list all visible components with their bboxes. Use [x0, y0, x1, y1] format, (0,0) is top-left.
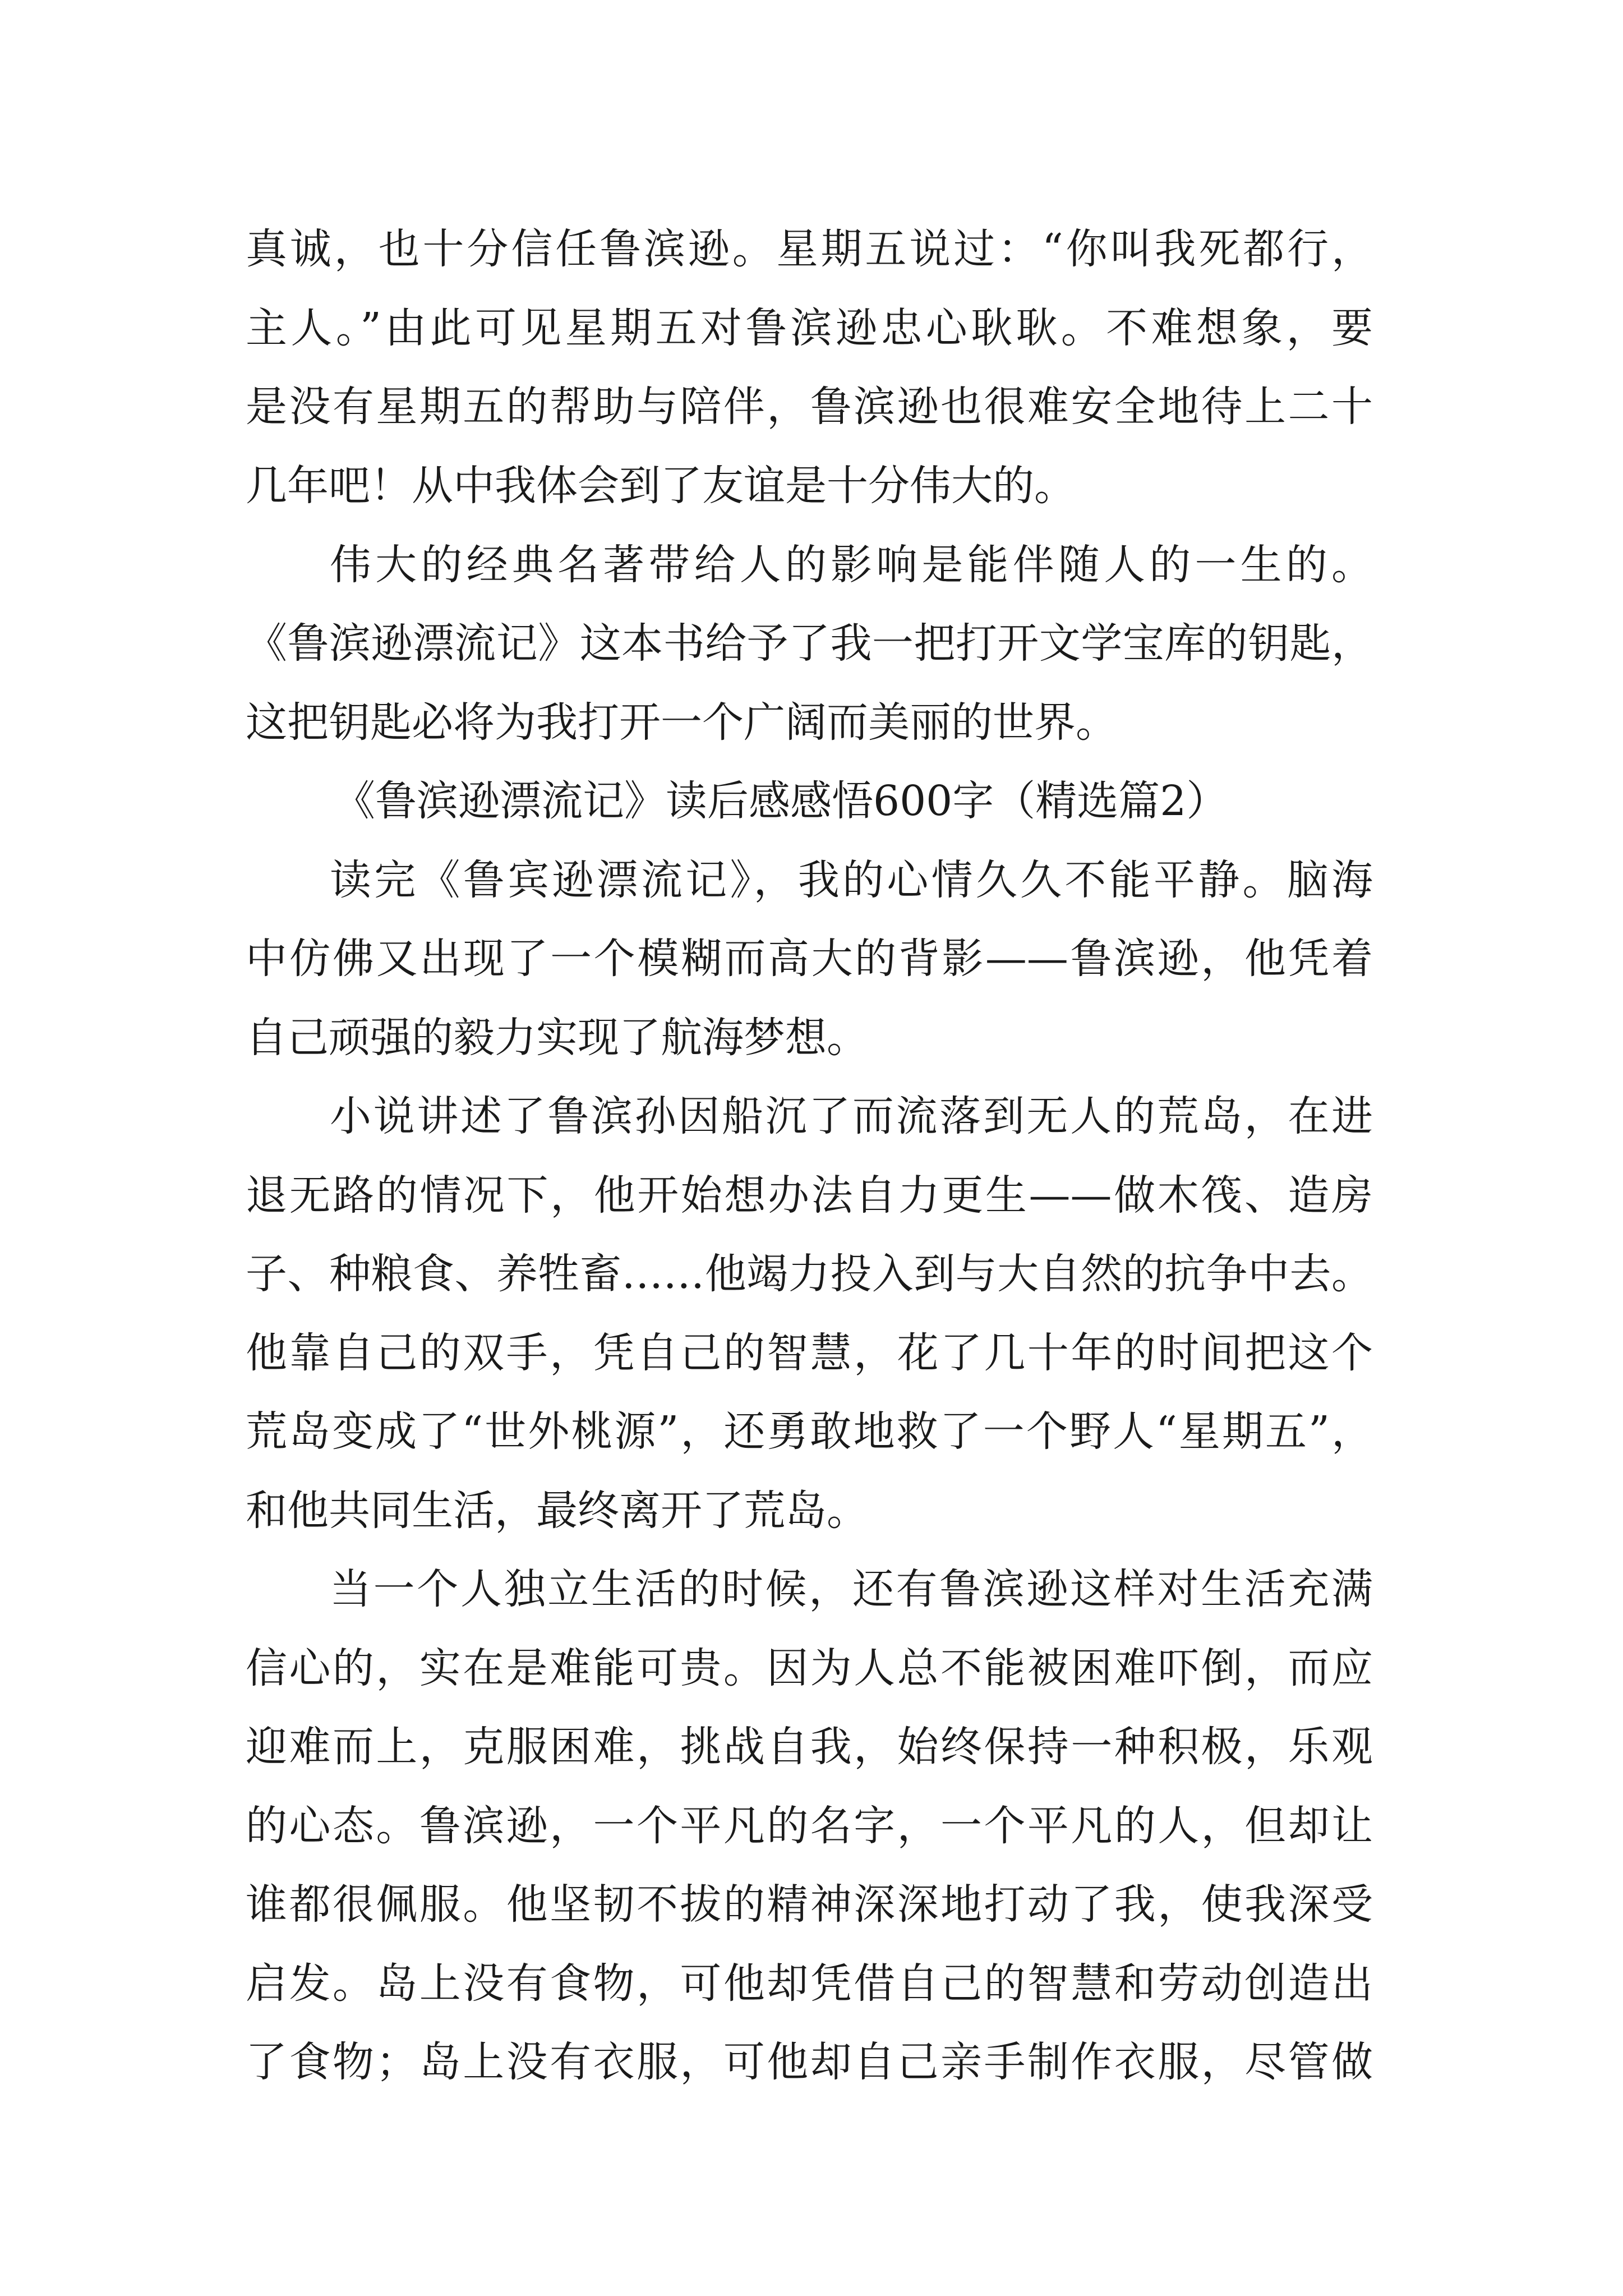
- text-line: 迎难而上，克服困难，挑战自我，始终保持一种积极，乐观: [246, 1723, 1373, 1771]
- text-line: 他靠自己的双手，凭自己的智慧，花了几十年的时间把这个: [246, 1329, 1373, 1377]
- text-line: 自己顽强的毅力实现了航海梦想。: [246, 1014, 868, 1062]
- text-line: 中仿佛又出现了一个模糊而高大的背影——鲁滨逊，他凭着: [246, 935, 1373, 983]
- text-line: 几年吧！从中我体会到了友谊是十分伟大的。: [246, 462, 1076, 510]
- text-line: 和他共同生活，最终离开了荒岛。: [246, 1487, 868, 1535]
- text-line: 谁都很佩服。他坚韧不拔的精神深深地打动了我，使我深受: [246, 1880, 1373, 1929]
- text-line: 伟大的经典名著带给人的影响是能伴随人的一生的。: [330, 541, 1373, 589]
- text-line: 小说讲述了鲁滨孙因船沉了而流落到无人的荒岛，在进: [330, 1092, 1373, 1140]
- text-line: 荒岛变成了“世外桃源”，还勇敢地救了一个野人“星期五”，: [246, 1407, 1373, 1456]
- text-line: 是没有星期五的帮助与陪伴，鲁滨逊也很难安全地待上二十: [246, 383, 1373, 431]
- text-line: 读完《鲁宾逊漂流记》，我的心情久久不能平静。脑海: [330, 856, 1373, 904]
- text-line: 当一个人独立生活的时候，还有鲁滨逊这样对生活充满: [330, 1565, 1373, 1613]
- text-line: 退无路的情况下，他开始想办法自力更生——做木筏、造房: [246, 1171, 1373, 1220]
- text-line: 信心的，实在是难能可贵。因为人总不能被困难吓倒，而应: [246, 1644, 1373, 1692]
- text-line: 这把钥匙必将为我打开一个广阔而美丽的世界。: [246, 698, 1117, 747]
- text-line: 了食物；岛上没有衣服，可他却自己亲手制作衣服，尽管做: [246, 2038, 1373, 2086]
- section-heading: 《鲁滨逊漂流记》读后感感悟600字（精选篇2）: [334, 777, 1228, 825]
- text-line: 真诚，也十分信任鲁滨逊。星期五说过：“你叫我死都行，: [246, 225, 1373, 273]
- text-line: 的心态。鲁滨逊，一个平凡的名字，一个平凡的人，但却让: [246, 1802, 1373, 1850]
- text-line: 启发。岛上没有食物，可他却凭借自己的智慧和劳动创造出: [246, 1959, 1373, 2008]
- text-line: 主人。”由此可见星期五对鲁滨逊忠心耿耿。不难想象，要: [246, 304, 1373, 352]
- text-line: 子、种粮食、养牲畜……他竭力投入到与大自然的抗争中去。: [246, 1250, 1373, 1298]
- text-line: 《鲁滨逊漂流记》这本书给予了我一把打开文学宝库的钥匙，: [246, 619, 1373, 668]
